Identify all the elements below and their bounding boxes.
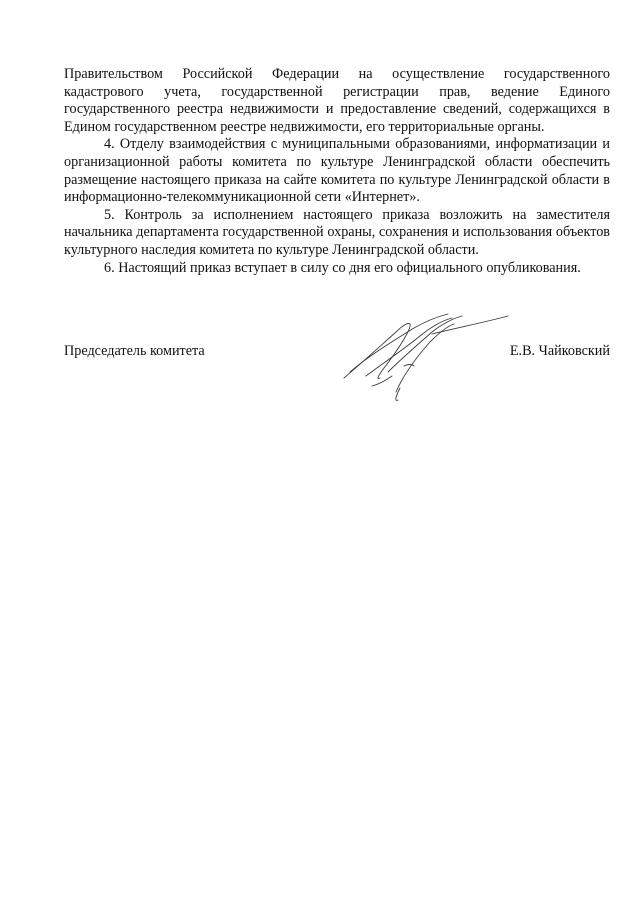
document-body: [64, 66, 610, 277]
signatory-position: Председатель комитета: [64, 343, 205, 359]
signature-block: [64, 343, 610, 363]
paragraph-continuation: Правительством Российской Федерации на осуществление государственного кадастрового учета, государственной регистрации прав, ведение Единого государственного реестра недвижимости и предоставление сведений, содержащихся в Едином государственном реестре недвижимости, его территориальные органы.: [64, 66, 610, 135]
paragraph-6: 6. Настоящий приказ вступает в силу со дня его официального опубликования.: [104, 259, 581, 276]
signatory-name: Е.В. Чайковский: [509, 343, 610, 359]
paragraph-5: 5. Контроль за исполнением настоящего приказа возложить на заместителя начальника департамента государственной охраны, сохранения и использования объектов культурного наследия комитета по культуре Ленинградской области.: [64, 206, 610, 258]
paragraph-4: 4. Отделу взаимодействия с муниципальными образованиями, информатизации и организационной работы комитета по культуре Ленинградской области обеспечить размещение настоящего приказа на сайте комитета по культуре Ленинградской области в информационно-телекоммуникационной сети «Интернет».: [64, 136, 610, 206]
